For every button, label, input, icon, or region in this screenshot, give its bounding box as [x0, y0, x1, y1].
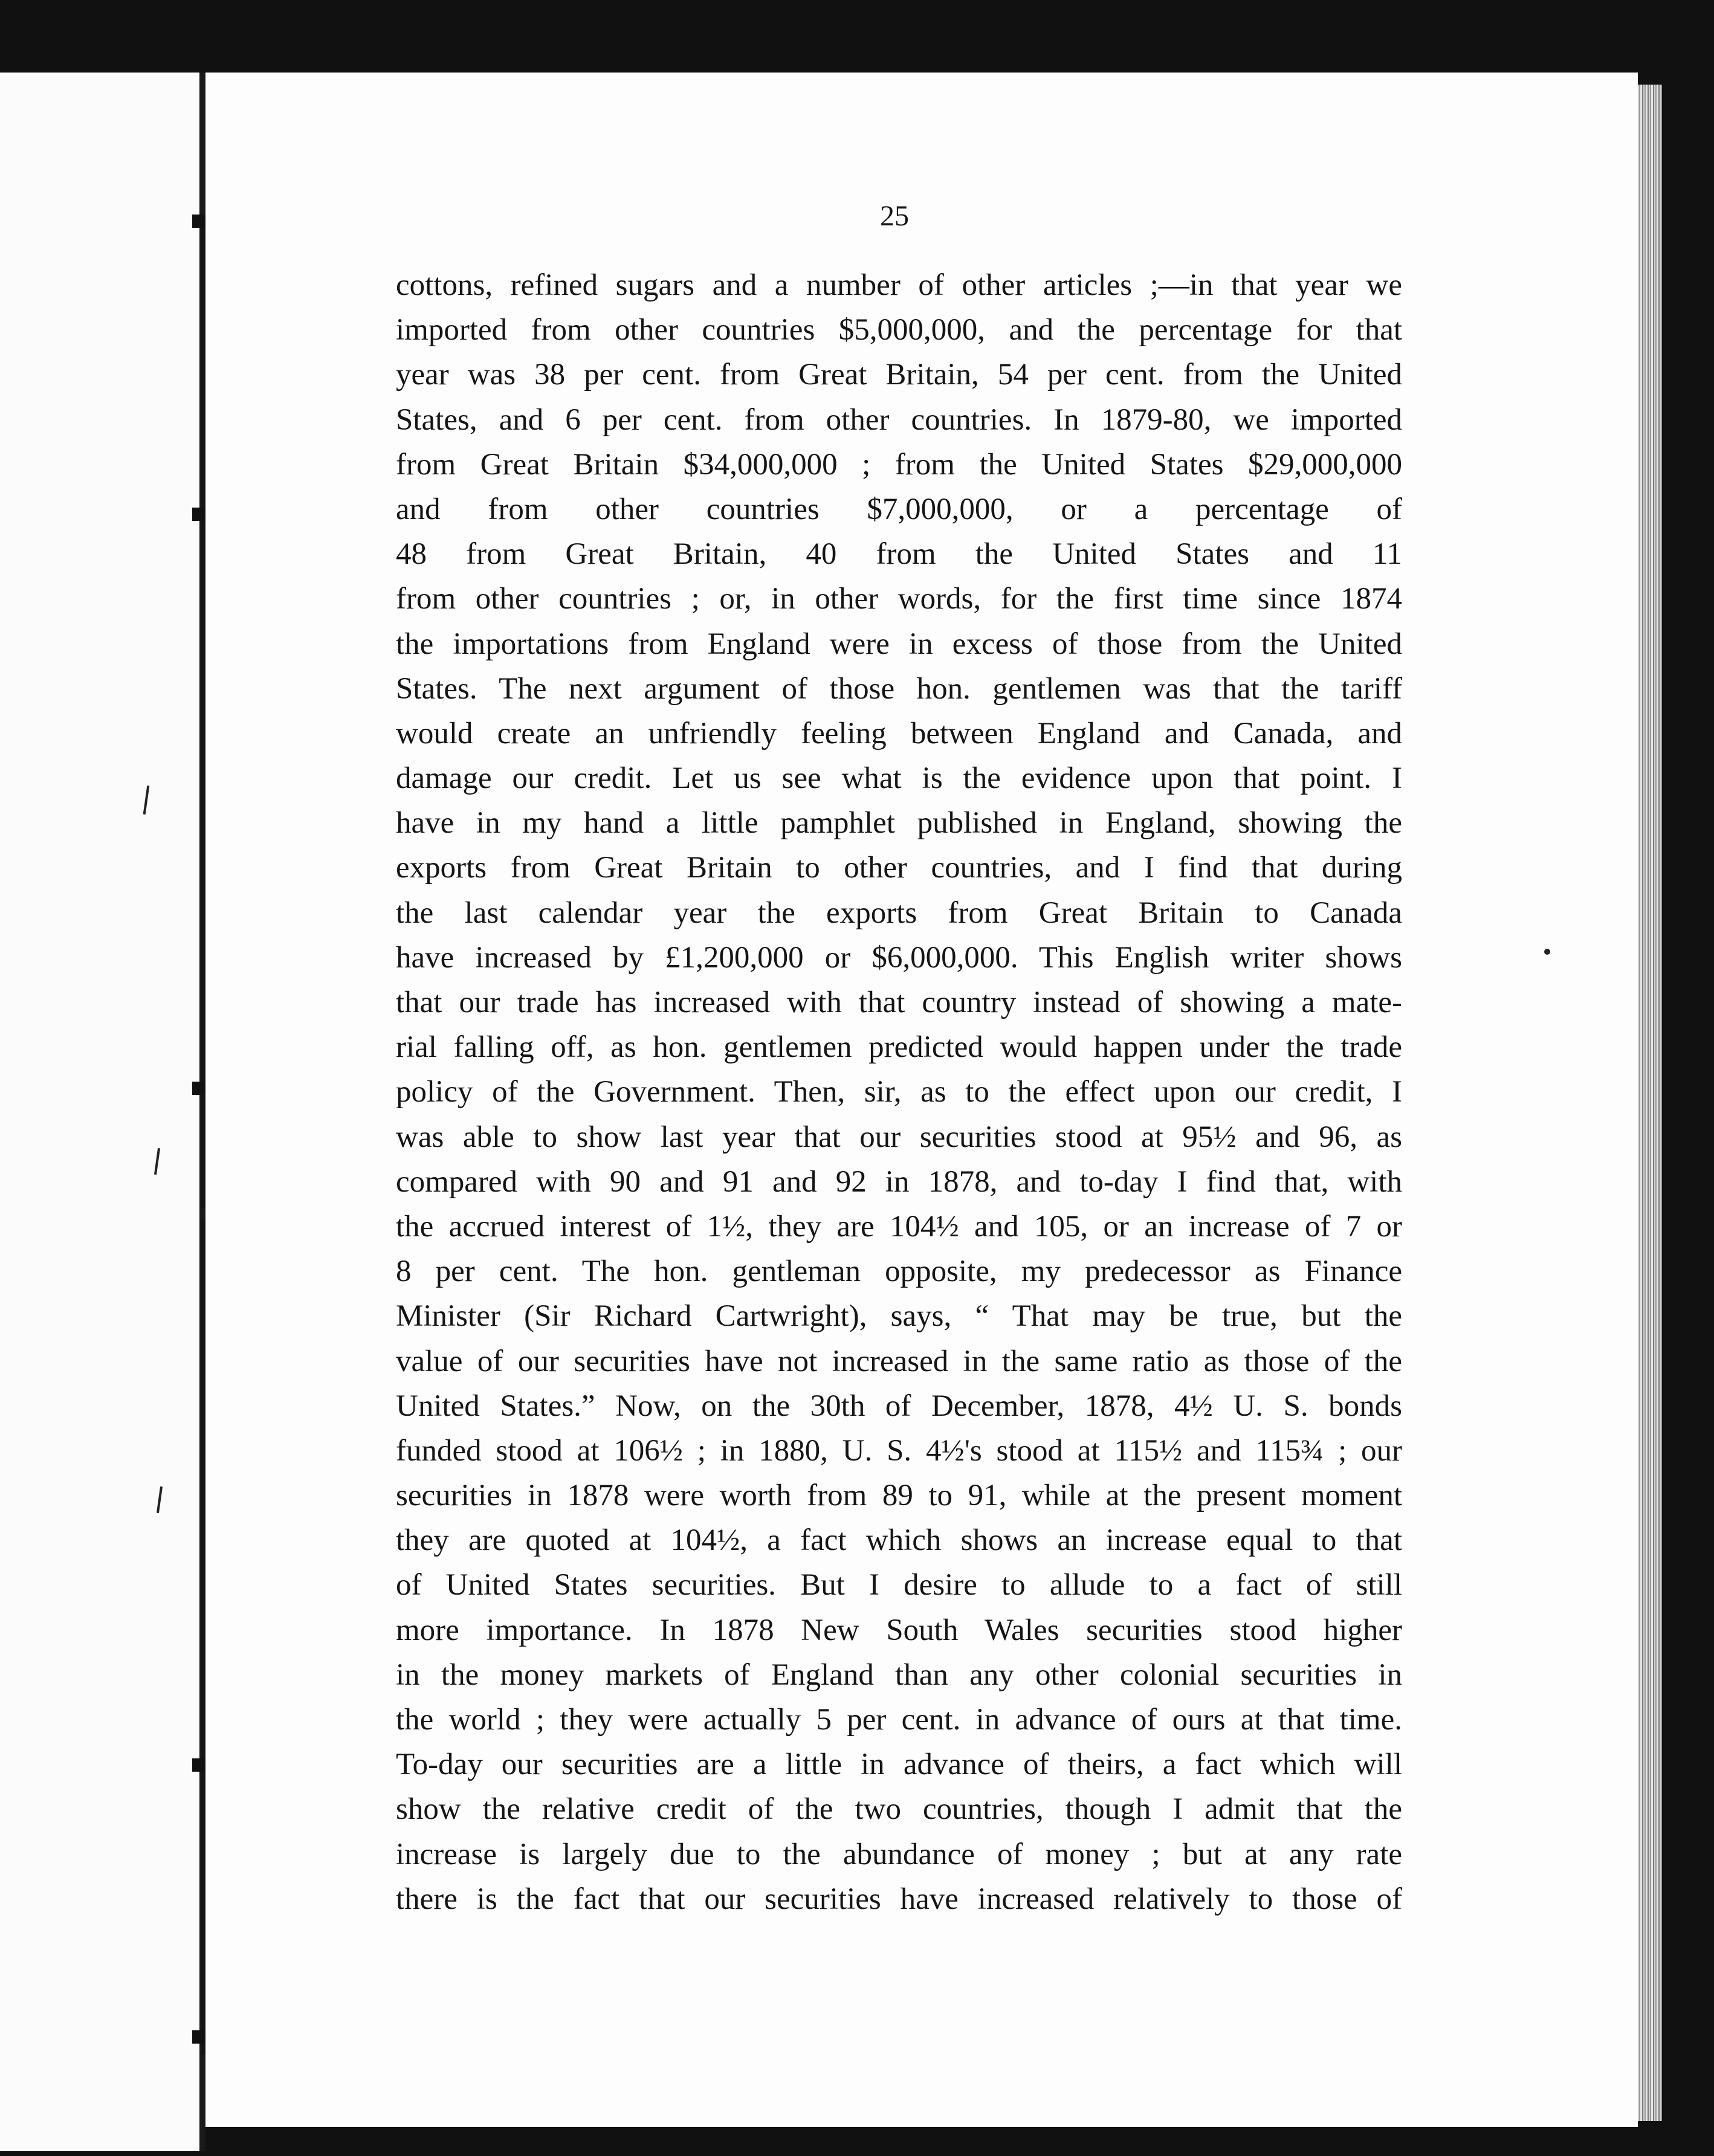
text-line: United States.” Now, on the 30th of December, 1878, 4½ U. S. bonds: [396, 1389, 1402, 1423]
text-line: 8 per cent. The hon. gentleman opposite, my predecessor as Finance: [396, 1254, 1402, 1289]
text-line: from other countries ; or, in other words, for the first time since 1874: [396, 582, 1402, 616]
body-text: [396, 263, 1402, 1922]
text-line: there is the fact that our securities have increased relatively to those of: [396, 1882, 1402, 1916]
text-line: more importance. In 1878 New South Wales securities stood higher: [396, 1613, 1402, 1647]
text-line: cottons, refined sugars and a number of other articles ;—in that year we: [396, 268, 1402, 302]
text-line: the world ; they were actually 5 per cent. in advance of ours at that time.: [396, 1703, 1402, 1737]
ink-speck: [1544, 949, 1550, 955]
text-line: States, and 6 per cent. from other countries. In 1879-80, we imported: [396, 402, 1402, 437]
text-line: have in my hand a little pamphlet published in England, showing the: [396, 806, 1402, 841]
text-line: the importations from England were in excess of those from the United: [396, 627, 1402, 661]
text-line: exports from Great Britain to other countries, and I find that during: [396, 851, 1402, 885]
text-line: securities in 1878 were worth from 89 to 91, while at the present moment: [396, 1479, 1402, 1513]
previous-page-margin: [0, 73, 199, 2151]
text-line: To-day our securities are a little in advance of theirs, a fact which will: [396, 1748, 1402, 1782]
text-line: and from other countries $7,000,000, or a percentage of: [396, 492, 1402, 526]
text-line: funded stood at 106½ ; in 1880, U. S. 4½'s stood at 115½ and 115¾ ; our: [396, 1433, 1402, 1468]
text-line: value of our securities have not increased in the same ratio as those of the: [396, 1344, 1402, 1378]
text-line: increase is largely due to the abundance of money ; but at any rate: [396, 1837, 1402, 1871]
text-line: States. The next argument of those hon. gentlemen was that the tariff: [396, 671, 1402, 706]
text-line: imported from other countries $5,000,000, and the percentage for that: [396, 313, 1402, 347]
page-number: 25: [880, 200, 909, 232]
text-line: would create an unfriendly feeling between England and Canada, and: [396, 716, 1402, 750]
text-line: that our trade has increased with that country instead of showing a mate-: [396, 986, 1402, 1019]
text-line: the accrued interest of 1½, they are 104½ and 105, or an increase of 7 or: [396, 1209, 1402, 1244]
text-line: in the money markets of England than any other colonial securities in: [396, 1657, 1402, 1692]
text-line: damage our credit. Let us see what is the evidence upon that point. I: [396, 761, 1402, 796]
text-line: policy of the Government. Then, sir, as to the effect upon our credit, I: [396, 1075, 1402, 1109]
text-line: 48 from Great Britain, 40 from the United States and 11: [396, 537, 1402, 572]
text-line: the last calendar year the exports from Great Britain to Canada: [396, 896, 1402, 930]
text-line: of United States securities. But I desire to allude to a fact of still: [396, 1568, 1402, 1602]
text-line: compared with 90 and 91 and 92 in 1878, and to-day I find that, with: [396, 1164, 1402, 1199]
text-line: rial falling off, as hon. gentlemen predicted would happen under the trade: [396, 1030, 1402, 1065]
text-line: year was 38 per cent. from Great Britain, 54 per cent. from the United: [396, 358, 1402, 392]
text-line: have increased by £1,200,000 or $6,000,000. This English writer shows: [396, 940, 1402, 975]
text-line: Minister (Sir Richard Cartwright), says, “ That may be true, but the: [396, 1299, 1402, 1334]
text-line: show the relative credit of the two countries, though I admit that the: [396, 1792, 1402, 1827]
page-edges: [1638, 85, 1662, 2121]
text-line: they are quoted at 104½, a fact which shows an increase equal to that: [396, 1523, 1402, 1558]
text-line: from Great Britain $34,000,000 ; from the United States $29,000,000: [396, 447, 1402, 482]
text-line: was able to show last year that our securities stood at 95½ and 96, as: [396, 1120, 1402, 1154]
